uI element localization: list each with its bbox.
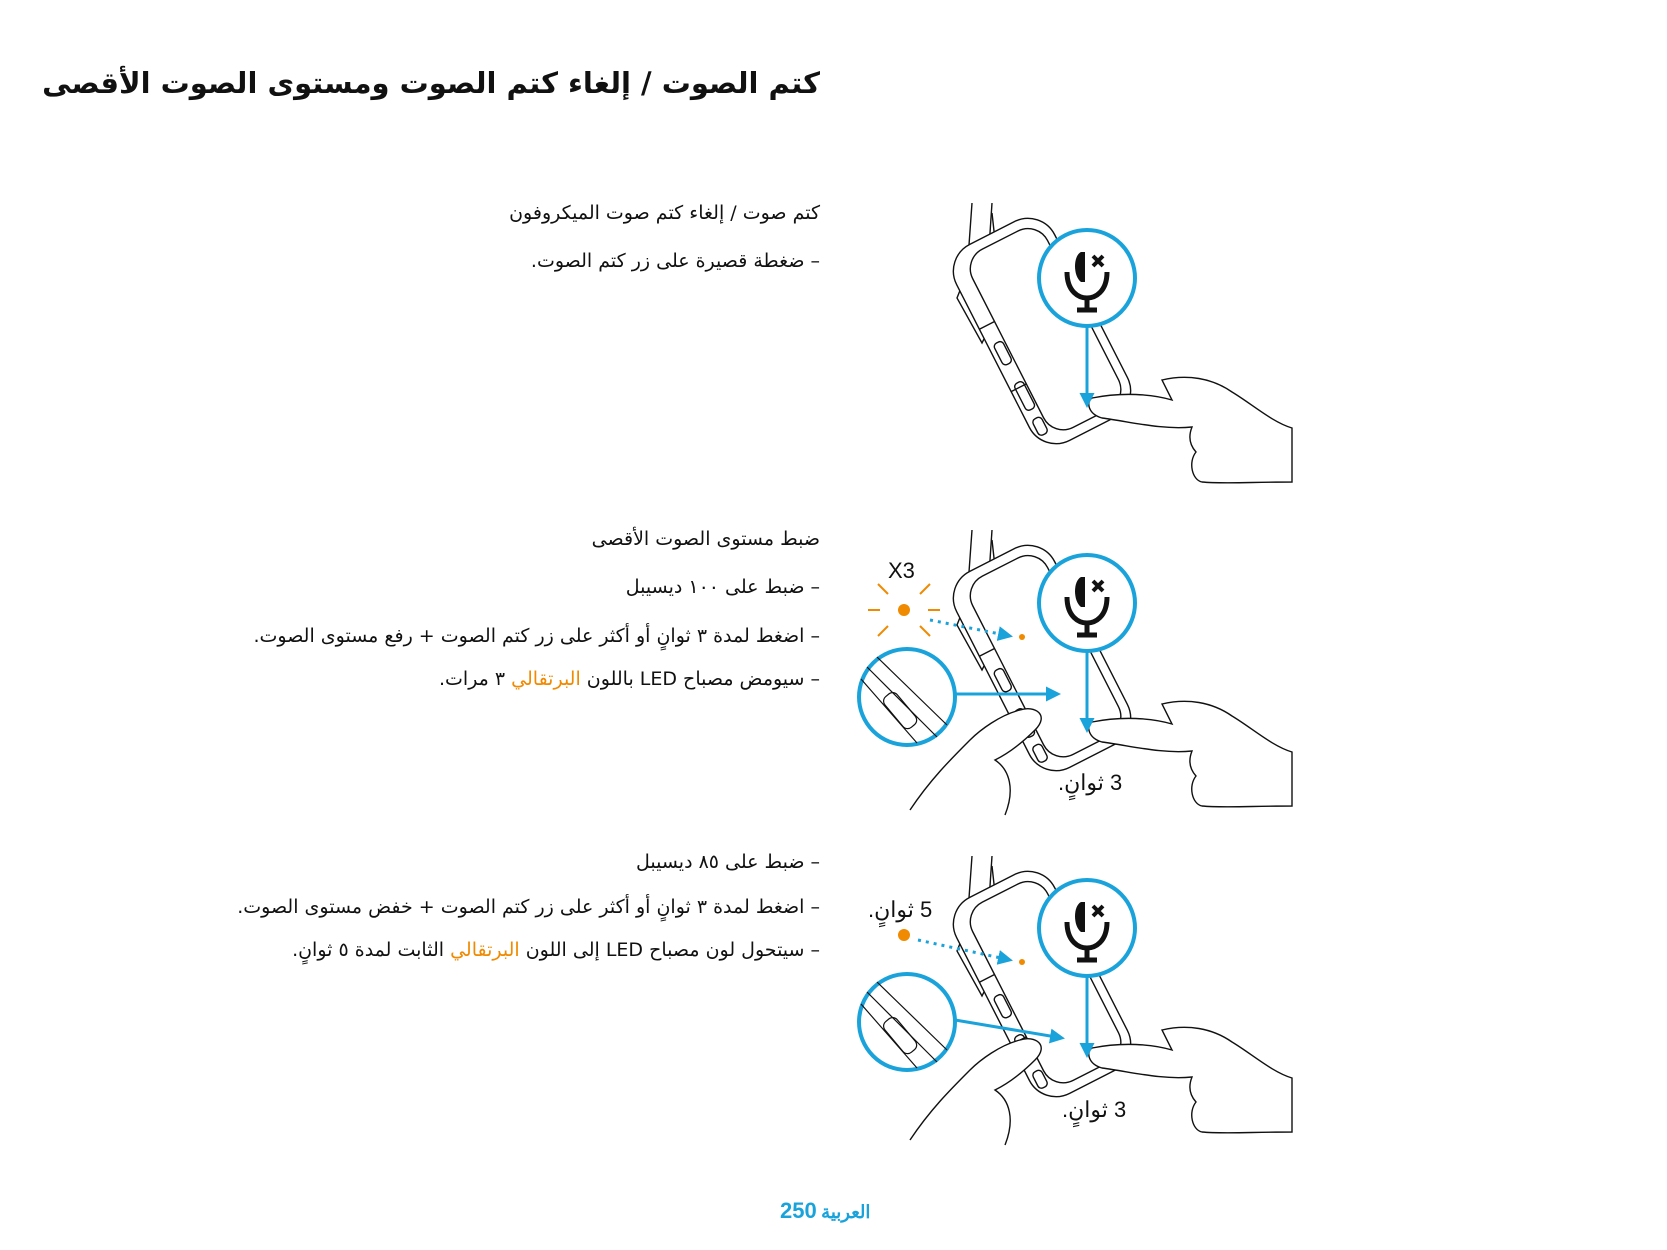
led-step-after: ٣ مرات. bbox=[438, 668, 512, 690]
step-text: – ضبط على ٨٥ ديسيبل bbox=[635, 851, 820, 873]
led-step-after: الثابت لمدة ٥ ثوانٍ. bbox=[292, 939, 451, 961]
page-number: 250 bbox=[780, 1198, 817, 1223]
step-text: – ضغطة قصيرة على زر كتم الصوت. bbox=[530, 250, 820, 272]
blink-count-label: X3 bbox=[888, 558, 915, 583]
led-blink-icon bbox=[868, 584, 940, 636]
hold-time-label: 3 ثوانٍ. bbox=[1062, 1097, 1127, 1122]
step-text: – ضبط على ١٠٠ ديسيبل bbox=[625, 576, 820, 598]
led-color-word: البرتقالي bbox=[511, 668, 581, 690]
led-step-before: – سيتحول لون مصباح LED إلى اللون bbox=[519, 939, 820, 961]
page-footer bbox=[780, 1198, 892, 1224]
section-heading-max-volume: ضبط مستوى الصوت الأقصى bbox=[591, 528, 820, 550]
led-icon bbox=[898, 929, 910, 941]
step-text: – اضغط لمدة ٣ ثوانٍ أو أكثر على زر كتم الصوت + رفع مستوى الصوت. bbox=[253, 625, 820, 647]
mic-mute-icon bbox=[1039, 230, 1135, 326]
hold-time-label: 3 ثوانٍ. bbox=[1058, 770, 1123, 795]
headset-illustration-mute bbox=[943, 203, 1292, 483]
footer-language: العربية bbox=[821, 1202, 871, 1222]
step-text: – اضغط لمدة ٣ ثوانٍ أو أكثر على زر كتم الصوت + خفض مستوى الصوت. bbox=[237, 896, 820, 918]
led-color-word: البرتقالي bbox=[450, 939, 520, 961]
page-title: كتم الصوت / إلغاء كتم الصوت ومستوى الصوت الأقصى bbox=[42, 66, 820, 100]
led-step-before: – سيومض مصباح LED باللون bbox=[580, 668, 820, 690]
section-heading-mute: كتم صوت / إلغاء كتم صوت الميكروفون bbox=[509, 202, 820, 224]
led-time-label: 5 ثوانٍ. bbox=[868, 897, 933, 922]
